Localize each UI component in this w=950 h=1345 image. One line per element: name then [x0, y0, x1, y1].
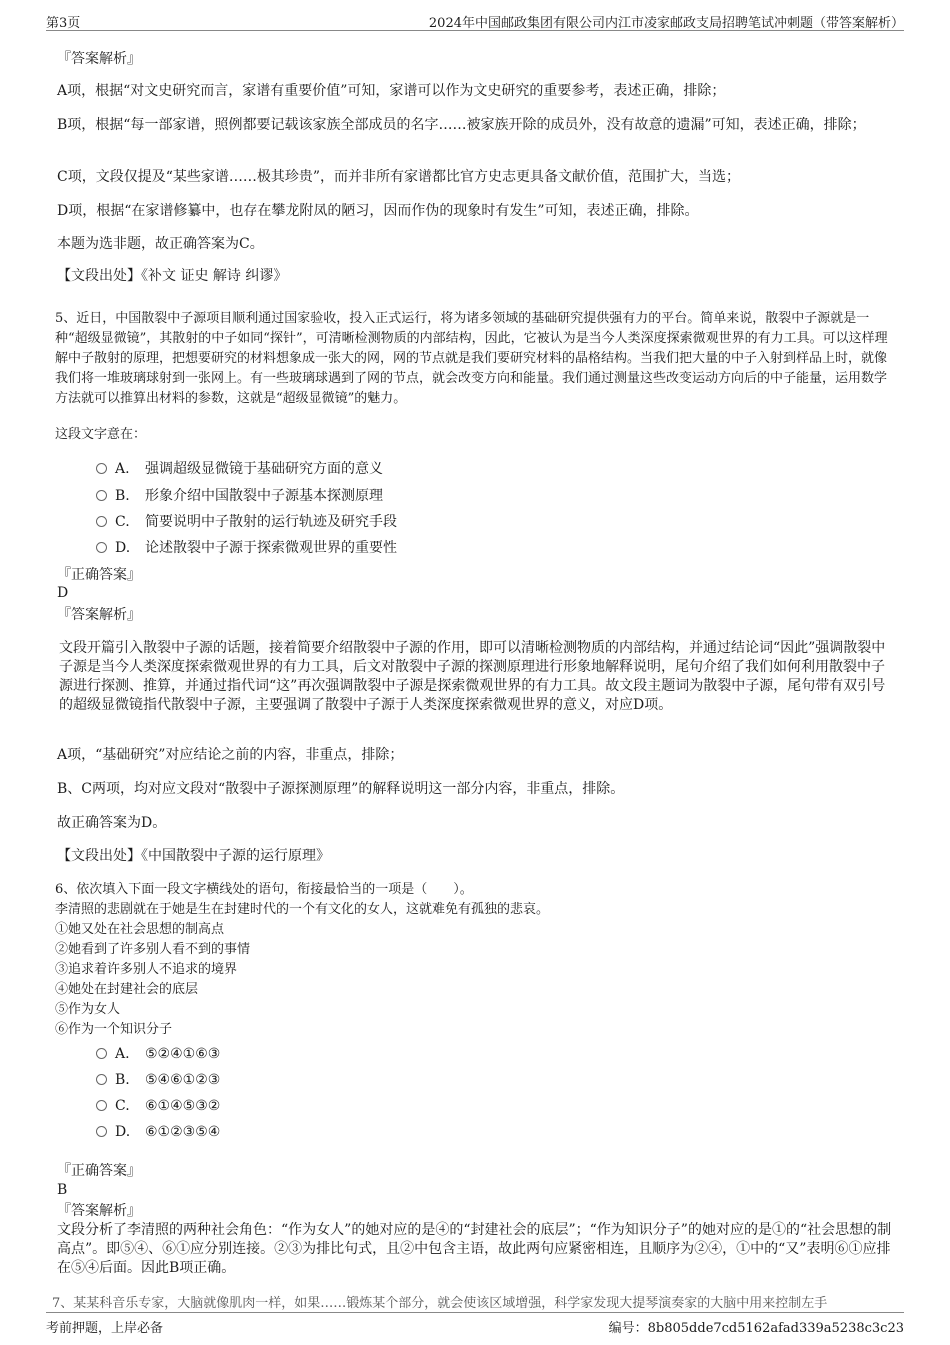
radio-icon[interactable] [96, 490, 107, 501]
q6-item: ③追求着许多别人不追求的境界 [55, 962, 238, 977]
q6-item: ④她处在封建社会的底层 [55, 982, 199, 997]
footer-slogan: 考前押题，上岸必备 [46, 1321, 164, 1336]
radio-icon[interactable] [96, 1074, 107, 1085]
q6-item: ②她看到了许多别人看不到的事情 [55, 942, 251, 957]
q4-analysis-b: B项，根据“每一部家谱，照例都要记载该家族全部成员的名字……被家族开除的成员外，没有故意的遗漏”可知，表述正确，排除； [57, 117, 866, 133]
q6-item: ①她又处在社会思想的制高点 [55, 922, 225, 937]
q7-partial-clip [46, 1290, 904, 1310]
q7-partial-text: 7、某某科音乐专家，大脑就像肌肉一样，如果……锻炼某个部分，就会使该区域增强，科学家发现大提琴演奏家的大脑中用来控制左手 [52, 1296, 828, 1310]
q5-stem: 5、近日，中国散裂中子源项目顺利通过国家验收，投入正式运行，将为诸多领域的基础研究提供强有力的平台。简单来说，散裂中子源就是一种“超级显微镜”，其散射的中子如同“探针”，可清晰检测物质的内部结构，因此，它被认为是当今人类深度探索微观世界的有力工具。可以这样理解中子散射的原理，把想要研究的材料想象成一张大的网，网的节点就是我们要研究材料的晶格结构。当我们把大量的中子入射到样品上时，就像我们将一堆玻璃球射到一张网上。有一些玻璃球遇到了网的节点，就会改变方向和能量。我们通过测量这些改变运动方向后的中子能量，运用数学方法就可以推算出材料的参数，这就是“超级显微镜”的魅力。 [55, 311, 888, 406]
radio-icon[interactable] [96, 542, 107, 553]
q6-analysis-heading: 『答案解析』 [57, 1203, 141, 1219]
q6-passage: 李清照的悲剧就在于她是生在封建时代的一个有文化的女人，这就难免有孤独的悲哀。 [55, 902, 550, 917]
q5-correct-answer: D [57, 585, 69, 601]
page-footer [46, 1312, 904, 1337]
q4-analysis-c: C项，文段仅提及“某些家谱……极其珍贵”，而并非所有家谱都比官方史志更具备文献价值，范围扩大，当选； [57, 169, 741, 185]
document-title: 2024年中国邮政集团有限公司内江市凌家邮政支局招聘笔试冲刺题（带答案解析） [428, 16, 904, 31]
radio-icon[interactable] [96, 463, 107, 474]
q6-option-b[interactable]: B. ⑤④⑥①②③ [96, 1071, 220, 1089]
q5-prompt: 这段文字意在： [55, 427, 147, 442]
q5-option-c[interactable]: C. 简要说明中子散射的运行轨迹及研究手段 [96, 513, 397, 531]
q5-analysis-main: 文段开篇引入散裂中子源的话题，接着简要介绍散裂中子源的作用，即可以清晰检测物质的内部结构，并通过结论词“因此”强调散裂中子源是当今人类深度探索微观世界的有力工具，后文对散裂中子源的探测原理进行形象地解释说明，尾句介绍了我们如何利用散裂中子源进行探测、推算，并通过指代词“这”再次强调散裂中子源是探索微观世界的有力工具。故文段主题词为散裂中子源，尾句带有双引号的超级显微镜指代散裂中子源，主要强调了散裂中子源于人类深度探索微观世界的意义，对应D项。 [59, 640, 886, 713]
q4-conclusion: 本题为选非题，故正确答案为C。 [57, 236, 264, 252]
q5-correct-heading: 『正确答案』 [57, 567, 141, 583]
q5-source: 【文段出处】《中国散裂中子源的运行原理》 [57, 848, 330, 864]
radio-icon[interactable] [96, 1126, 107, 1137]
q5-option-d[interactable]: D. 论述散裂中子源于探索微观世界的重要性 [96, 539, 397, 557]
document-id: 编号：8b805dde7cd5162afad339a5238c3c23 [608, 1321, 904, 1336]
q6-option-a[interactable]: A. ⑤②④①⑥③ [96, 1045, 220, 1063]
q4-analysis-a: A项，根据“对文史研究而言，家谱有重要价值”可知，家谱可以作为文史研究的重要参考，表述正确，排除； [57, 83, 726, 99]
q4-analysis-d: D项，根据“在家谱修纂中，也存在攀龙附凤的陋习，因而作伪的现象时有发生”可知，表述正确，排除。 [57, 203, 699, 219]
radio-icon[interactable] [96, 1048, 107, 1059]
q4-analysis-heading: 『答案解析』 [57, 51, 141, 67]
radio-icon[interactable] [96, 1100, 107, 1111]
q4-source: 【文段出处】《补文 证史 解诗 纠谬》 [57, 268, 288, 284]
q6-correct-heading: 『正确答案』 [57, 1163, 141, 1179]
q5-option-a[interactable]: A. 强调超级显微镜于基础研究方面的意义 [96, 460, 383, 478]
q6-correct-answer: B [57, 1182, 68, 1198]
q6-item: ⑤作为女人 [55, 1002, 121, 1017]
radio-icon[interactable] [96, 516, 107, 527]
q5-conclusion: 故正确答案为D。 [57, 815, 167, 831]
q6-stem: 6、依次填入下面一段文字横线处的语句，衔接最恰当的一项是（ ）。 [55, 882, 473, 897]
q6-option-c[interactable]: C. ⑥①④⑤③② [96, 1097, 220, 1115]
q5-analysis-a: A项，“基础研究”对应结论之前的内容，非重点，排除； [57, 747, 404, 763]
q6-option-d[interactable]: D. ⑥①②③⑤④ [96, 1123, 220, 1141]
page-header [46, 10, 904, 31]
q5-option-b[interactable]: B. 形象介绍中国散裂中子源基本探测原理 [96, 487, 383, 505]
q5-analysis-heading: 『答案解析』 [57, 607, 141, 623]
page-number: 第3页 [46, 16, 81, 31]
q6-item: ⑥作为一个知识分子 [55, 1022, 173, 1037]
q5-analysis-bc: B、C两项，均对应文段对“散裂中子源探测原理”的解释说明这一部分内容，非重点，排除。 [57, 781, 625, 797]
q6-analysis: 文段分析了李清照的两种社会角色：“作为女人”的她对应的是④的“封建社会的底层”；“作为知识分子”的她对应的是①的“社会思想的制高点”。即⑤④、⑥①应分别连接。②③为排比句式，且②中包含主语，故此两句应紧密相连，且顺序为②④，①中的“又”表明⑥①应排在⑤④后面。因此B项正确。 [57, 1222, 892, 1276]
